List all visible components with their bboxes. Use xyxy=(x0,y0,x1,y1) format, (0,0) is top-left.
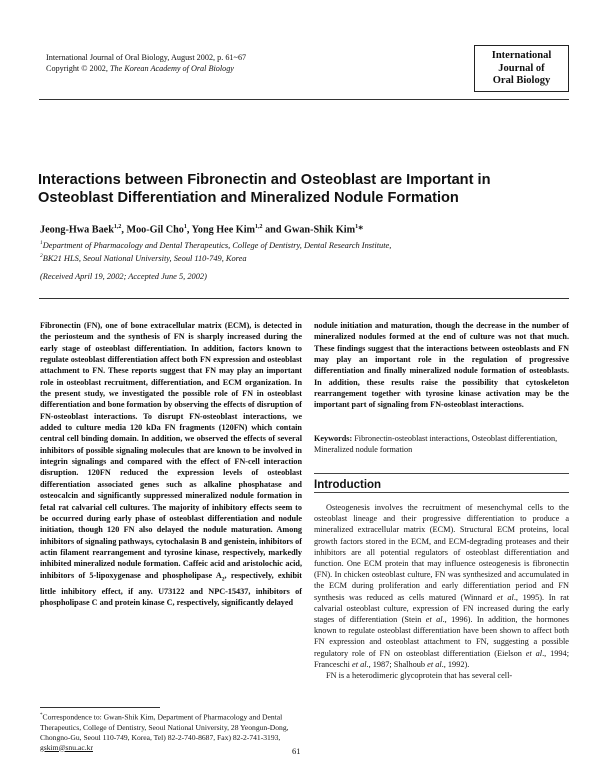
journal-box-line: International xyxy=(491,50,552,61)
correspondence-footnote: *Correspondence to: Gwan-Shik Kim, Department of Pharmacology and Dental Therapeutics, College of Dentistry, Seoul National University, 28 Yeongun-Dong, Chongno-Gu, Seoul 110-749, Korea, Tel) 82-2-740-8687, Fax) 82-2-741-3193, gskim@snu.ac.kr xyxy=(40,712,289,752)
introduction-body xyxy=(314,502,569,681)
received-dates: (Received April 19, 2002; Accepted June 5, 2002) xyxy=(40,272,207,281)
article-title: Interactions between Fibronectin and Osteoblast are Important in Osteoblast Differentiation and Mineralized Nodule Formation xyxy=(38,172,491,206)
author-name: Yong Hee Kim xyxy=(191,224,256,236)
journal-box-line: Journal of xyxy=(498,62,545,74)
journal-logo-box xyxy=(474,45,569,92)
footnote-divider xyxy=(40,707,160,708)
email-link[interactable]: gskim@snu.ac.kr xyxy=(40,742,93,752)
copyright-line: Copyright © 2002, The Korean Academy of Oral Biology xyxy=(46,63,234,73)
abstract-left-column: Fibronectin (FN), one of bone extracellular matrix (ECM), is detected in the periosteum and the synthesis of FN is sharply increased during the early stage of osteoblast differentiation. In addition, factors known to regulate osteoblast differentiation affect both FN expression and osteoblast attachment to FN. These reports suggest that FN may play an important role in osteoblast recruitment, differentiation, and ECM organization. In the present study, we investigated the possible role of FN in osteoblast differentiation and bone formation by observing the effects of disruption of FN-osteoblast interactions. To disrupt FN-osteoblast interactions, we added to culture media 120 kDa FN fragments (120FN) which contain central cell binding domain. In addition, we observed the effects of several inhibitors of possible signaling molecules that are known to be involved in integrin signalings and compared with the effect of FN-cell interaction disruption. 120FN reduced the expression levels of osteoblast differentiation associated genes such as alkaline phosphatase and osteocalcin and significantly suppressed mineralized nodule formation in fetal rat calvarial cell cultures. The majority of inhibitory effects seem to be occurred during early phase of osteoblast differentiation and nodule initiation, though 120 FN also delayed the nodule maturation. Among inhibitors of signaling pathways, cytochalasin B and genistein, inhibitors of actin filament rearrangement and tyrosine kinase, respectively, markedly inhibited mineralized nodule formation. Caffeic acid and aristolochic acid, inhibitors of 5-lipoxygenase and phospholipase $A_2$, respectively, exhibit little inhibitory effect, if any. U73122 and NPC-15437, inhibitors of phospholipase C and protein kinase C, respectively, significantly delayed xyxy=(40,321,302,607)
paragraph: FN is a heterodimeric glycoprotein that has several cell- xyxy=(326,671,513,681)
author-name: Gwan-Shik Kim xyxy=(284,224,356,236)
keywords xyxy=(314,433,569,455)
abstract-right-column: nodule initiation and maturation, though the decrease in the number of mineralized nodules formed at the end of culture was not that much. These findings suggest that the interactions between osteoblasts and FN may play an important role in the regulation of progressive differentiation and finally mineralized nodule formation of osteoblasts. In addition, these results raise the possibility that cytoskeleton rearrangement together with tyrosine kinase activation may be the important part of signaling from FN-osteoblast interactions. xyxy=(314,321,569,410)
keywords-text: Fibronectin-osteoblast interactions, Osteoblast differentiation, Mineralized nodule formation xyxy=(314,434,558,454)
abstract-divider xyxy=(39,298,569,299)
journal-citation: International Journal of Oral Biology, August 2002, p. 61~67 xyxy=(46,53,247,62)
affiliation-line: $^1$Department of Pharmacology and Dental Therapeutics, College of Dentistry, Dental Research Institute, xyxy=(40,240,392,250)
journal-header xyxy=(46,53,246,74)
page-number: 61 xyxy=(292,746,301,756)
affiliations xyxy=(40,238,391,264)
header-divider xyxy=(39,99,569,100)
journal-box-line: Oral Biology xyxy=(492,75,551,86)
author-list: Jeong-Hwa Baek$^{1,2}$, Moo-Gil Cho$^1$, Yong Hee Kim$^{1,2}$ and Gwan-Shik Kim$^1$* xyxy=(40,224,364,236)
paragraph: Osteogenesis involves the recruitment of mesenchymal cells to the osteoblast lineage and their progressive differentiation to produce a mineralized extracellular matrix (ECM). Structural ECM proteins, local growth factors stored in the ECM, and ECM-degrading proteases and their inhibitors are all potential regulators of osteoblast differentiation and function. One ECM protein that may influence osteogenesis is fibronectin (FN). In chicken osteoblast culture, FN was synthesized and accumulated in the ECM during proliferation and early differentiation period and FN synthesis was reduced as cells matured (Winnard et al., 1995). In rat calvarial osteoblast culture, expression of FN increased during the early stages of differentiation (Stein et al., 1996). In addition, the hormones known to regulate osteoblast differentiation have been shown to affect both FN expression and osteoblast attachment to FN, suggesting a possible regulatory role of FN on osteoblast differentiation (Eielson et al., 1994; Franceschi et al., 1987; Shalhoub et al., 1992). xyxy=(314,503,570,669)
keywords-label: Keywords: xyxy=(314,434,353,443)
author-name: Moo-Gil Cho xyxy=(126,224,184,236)
affiliation-line: $^2$BK21 HLS, Seoul National University, Seoul 110-749, Korea xyxy=(40,252,247,263)
section-heading-introduction: Introduction xyxy=(314,473,569,493)
author-name: Jeong-Hwa Baek xyxy=(40,224,114,236)
